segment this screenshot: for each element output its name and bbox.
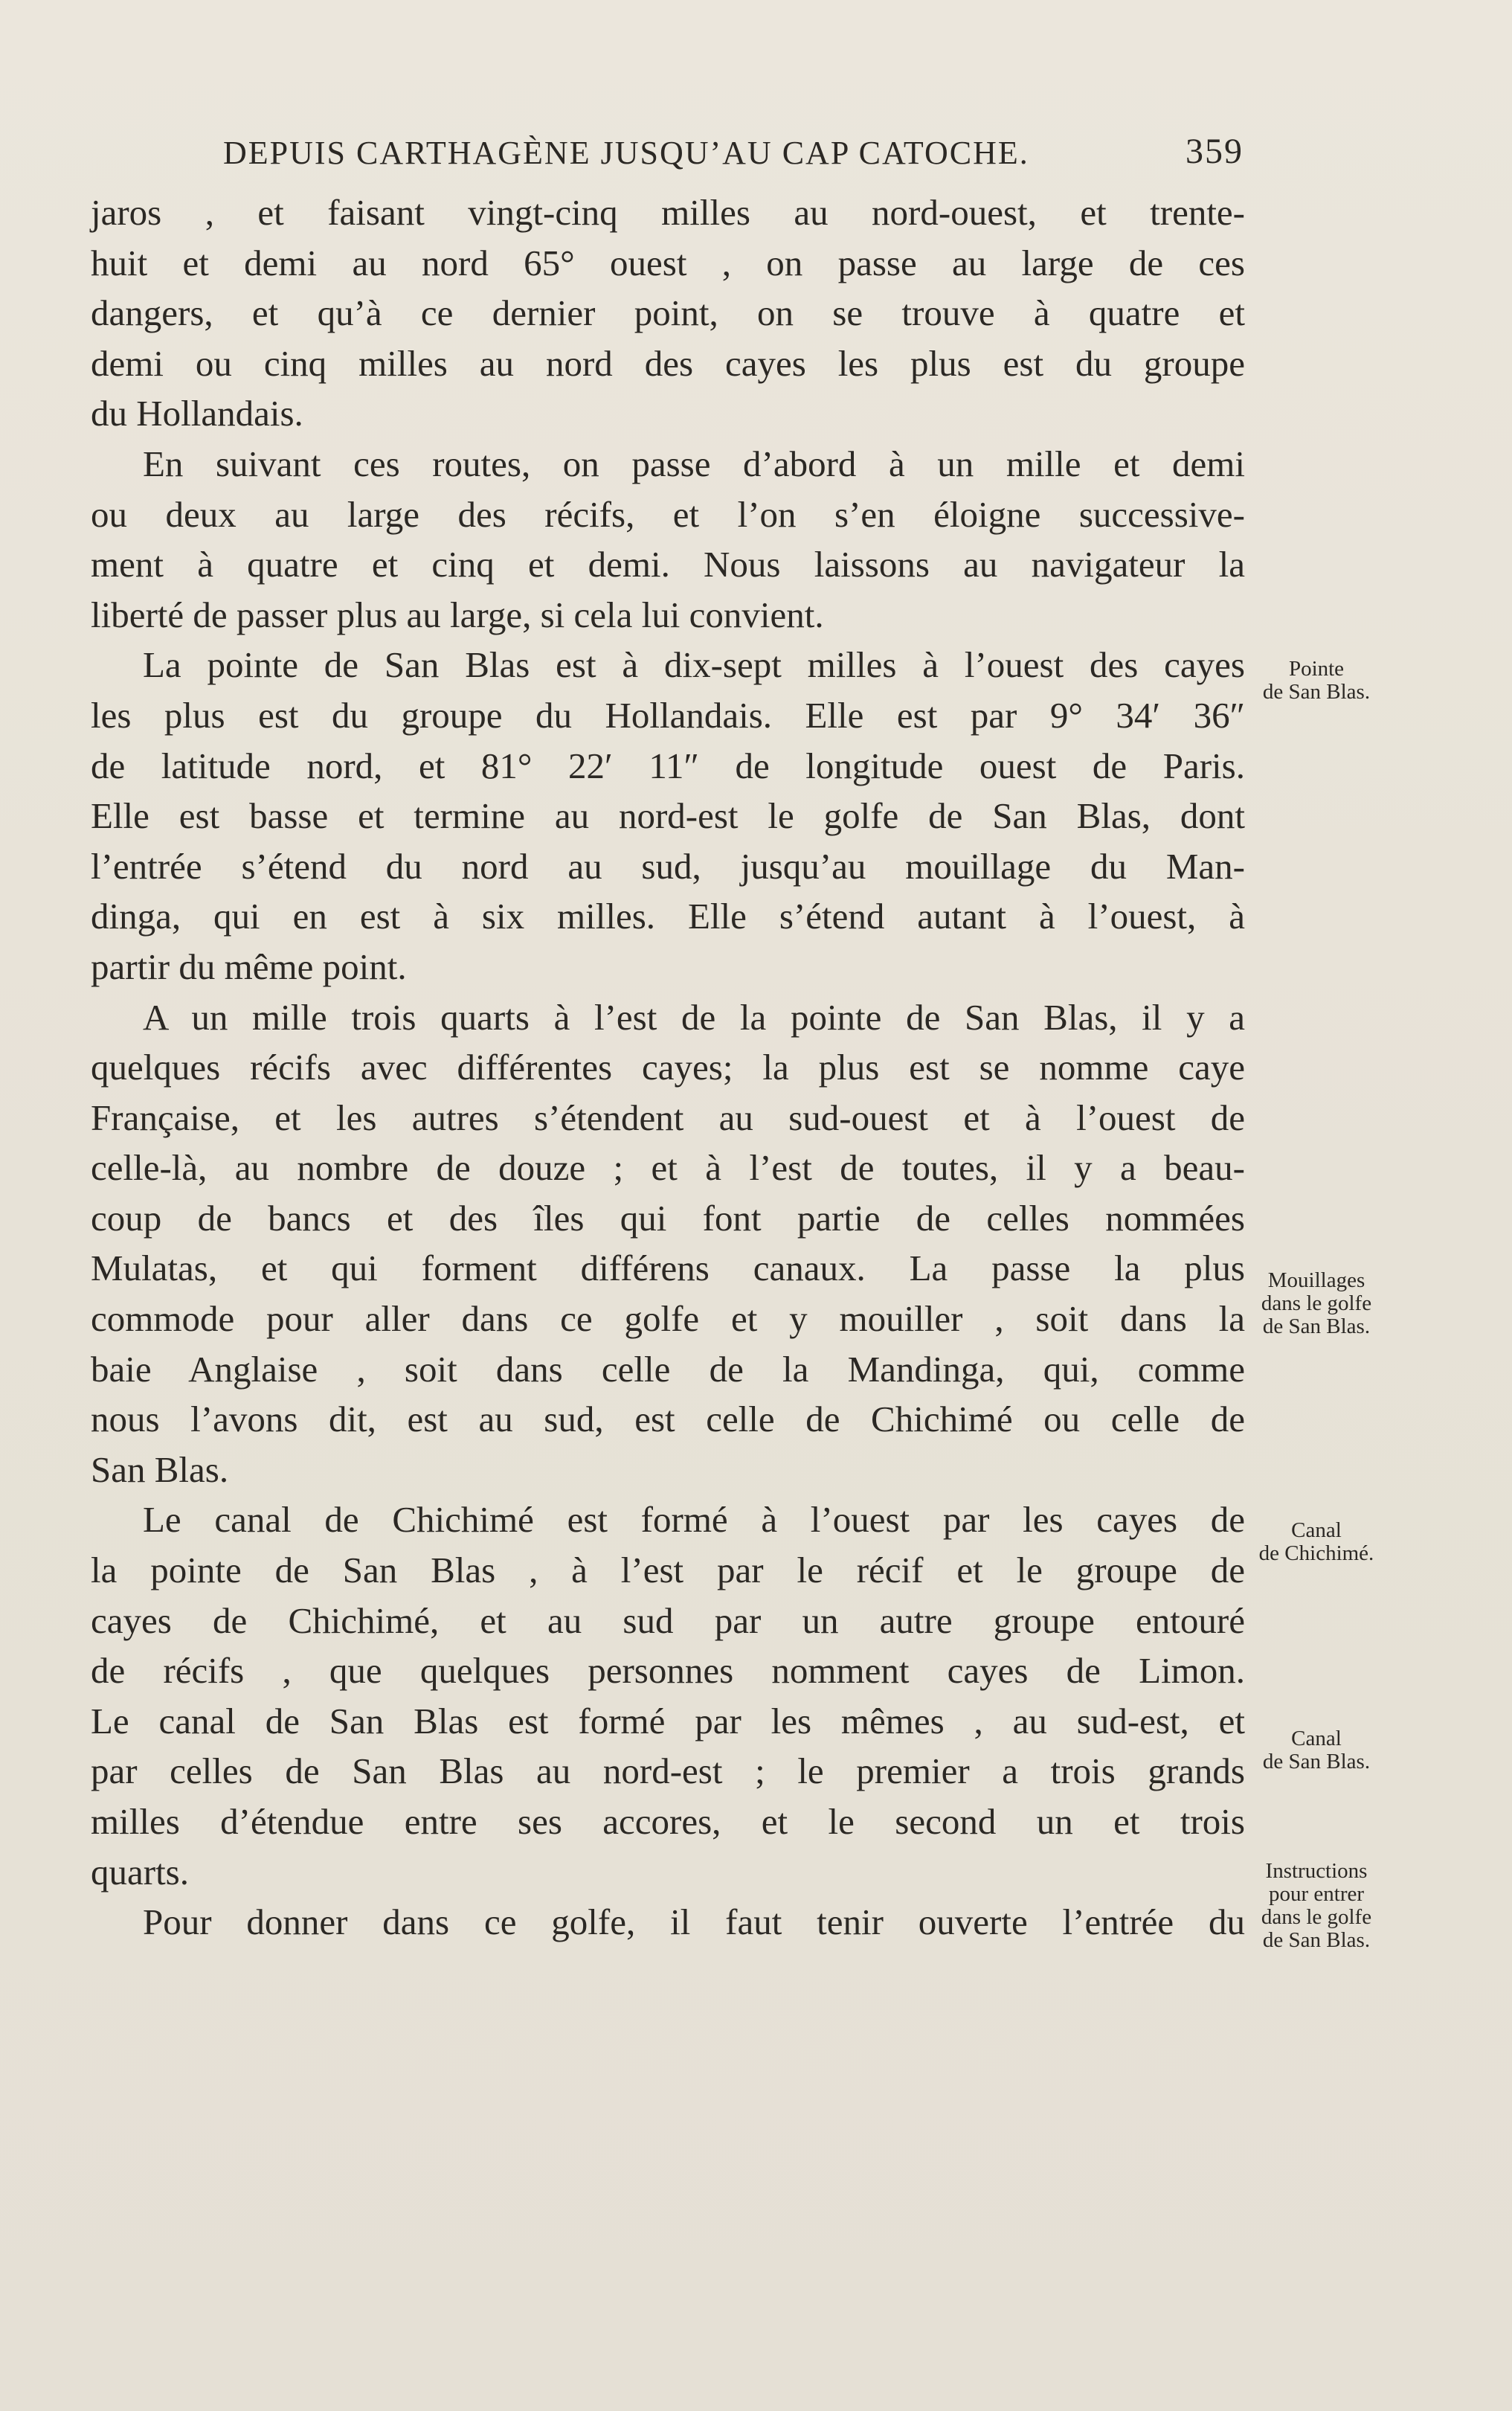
text-line: l’entrée s’étend du nord au sud, jusqu’au mouillage du Man- — [91, 845, 1245, 887]
text-line: Française, et les autres s’étendent au sud-ouest et à l’ouest de — [91, 1097, 1245, 1138]
text-line: Le canal de San Blas est formé par les mêmes , au sud-est, et — [91, 1700, 1245, 1741]
margin-note-line: de San Blas. — [1262, 1928, 1371, 1952]
margin-note-canal-san-blas — [1235, 1727, 1398, 1773]
text-line: ment à quatre et cinq et demi. Nous laissons au navigateur la — [91, 544, 1245, 585]
margin-note-pointe-san-blas — [1235, 658, 1398, 704]
text-line: du Hollandais. — [91, 393, 303, 434]
margin-note-line: dans le golfe — [1261, 1291, 1372, 1315]
margin-note-line: Canal — [1291, 1727, 1342, 1750]
margin-note-canal-chichime — [1235, 1519, 1398, 1565]
text-line: par celles de San Blas au nord-est ; le premier a trois grands — [91, 1750, 1245, 1792]
margin-note-line: Canal — [1291, 1518, 1342, 1542]
margin-note-line: de San Blas. — [1262, 1314, 1371, 1338]
margin-note-line: de Chichimé. — [1258, 1541, 1374, 1565]
margin-note-line: Instructions — [1265, 1859, 1368, 1883]
margin-note-line: Pointe — [1288, 657, 1345, 681]
text-line: commode pour aller dans ce golfe et y mouiller , soit dans la — [91, 1298, 1245, 1340]
text-line: dinga, qui en est à six milles. Elle s’étend autant à l’ouest, à — [91, 896, 1245, 937]
text-line: A un mille trois quarts à l’est de la pointe de San Blas, il y a — [143, 996, 1245, 1038]
text-line: milles d’étendue entre ses accores, et le second un et trois — [91, 1801, 1245, 1842]
text-line: les plus est du groupe du Hollandais. Elle est par 9° 34′ 36″ — [91, 694, 1245, 736]
running-head-title: DEPUIS CARTHAGÈNE JUSQU’AU CAP CATOCHE. — [223, 135, 1029, 171]
text-line: liberté de passer plus au large, si cela lui convient. — [91, 594, 824, 635]
text-line: jaros , et faisant vingt-cinq milles au nord-ouest, et trente- — [91, 192, 1245, 233]
text-line: En suivant ces routes, on passe d’abord à un mille et demi — [143, 443, 1245, 484]
text-line: de récifs , que quelques personnes nomment cayes de Limon. — [91, 1650, 1245, 1692]
text-line: la pointe de San Blas , à l’est par le récif et le groupe de — [91, 1550, 1245, 1591]
text-line: coup de bancs et des îles qui font partie de celles nommées — [91, 1197, 1245, 1239]
text-line: celle-là, au nombre de douze ; et à l’est de toutes, il y a beau- — [91, 1147, 1245, 1189]
margin-note-line: de San Blas. — [1262, 680, 1371, 704]
running-header — [223, 134, 1244, 186]
main-text — [91, 187, 1245, 1948]
margin-note-line: de San Blas. — [1262, 1750, 1371, 1773]
text-line: La pointe de San Blas est à dix-sept milles à l’ouest des cayes — [143, 644, 1245, 686]
text-line: quelques récifs avec différentes cayes; la plus est se nomme caye — [91, 1047, 1245, 1088]
margin-note-line: dans le golfe — [1261, 1905, 1372, 1929]
margin-note-line: Mouillages — [1267, 1268, 1365, 1292]
text-line: cayes de Chichimé, et au sud par un autre groupe entouré — [91, 1599, 1245, 1641]
text-line: partir du même point. — [91, 946, 407, 987]
text-line: San Blas. — [91, 1448, 229, 1490]
margin-note-mouillages — [1235, 1269, 1398, 1338]
text-line: baie Anglaise , soit dans celle de la Mandinga, qui, comme — [91, 1348, 1245, 1390]
text-line: de latitude nord, et 81° 22′ 11″ de longitude ouest de Paris. — [91, 745, 1245, 786]
margin-note-line: pour entrer — [1268, 1882, 1365, 1906]
margin-note-instructions — [1235, 1860, 1398, 1952]
text-line: quarts. — [91, 1851, 189, 1892]
text-line: dangers, et qu’à ce dernier point, on se trouve à quatre et — [91, 292, 1245, 334]
text-line: huit et demi au nord 65° ouest , on passe au large de ces — [91, 242, 1245, 283]
text-line: Pour donner dans ce golfe, il faut tenir ouverte l’entrée du — [143, 1901, 1245, 1943]
text-line: nous l’avons dit, est au sud, est celle de Chichimé ou celle de — [91, 1399, 1245, 1440]
text-line: Mulatas, et qui forment différens canaux. La passe la plus — [91, 1248, 1245, 1289]
text-line: Elle est basse et termine au nord-est le golfe de San Blas, dont — [91, 795, 1245, 837]
text-line: ou deux au large des récifs, et l’on s’en éloigne successive- — [91, 493, 1245, 535]
page-number: 359 — [1186, 132, 1244, 171]
text-line: Le canal de Chichimé est formé à l’ouest par les cayes de — [143, 1499, 1245, 1541]
text-line: demi ou cinq milles au nord des cayes les plus est du groupe — [91, 342, 1245, 384]
